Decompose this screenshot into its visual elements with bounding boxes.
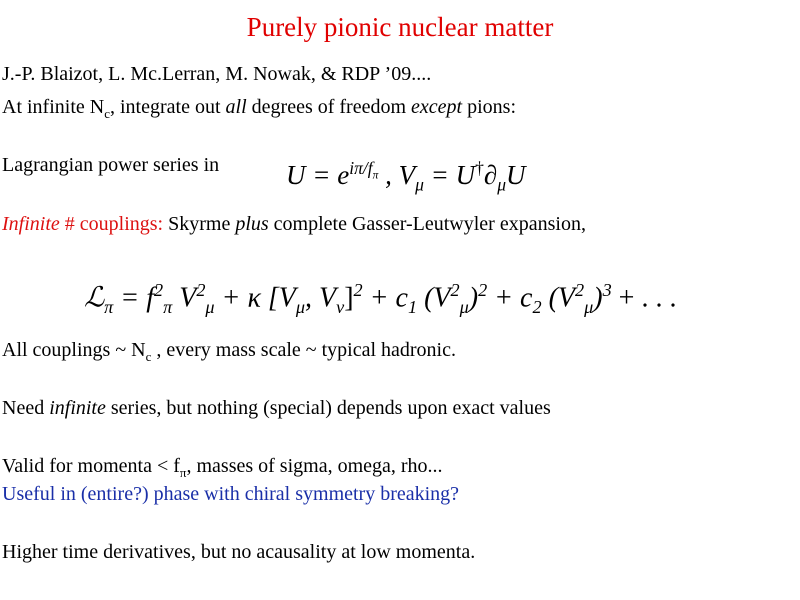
eq2-fsub: π [163,296,173,317]
useful-line: Useful in (entire?) phase with chiral symmetry breaking? [2,483,460,505]
eq2-p1sub: μ [459,296,469,317]
eq1-mu: μ [415,174,424,195]
infinite-word: Infinite [2,213,60,235]
couplings-sub: c [145,349,152,364]
eq1-partial: ∂ [483,160,498,190]
eq2-close: ] [344,282,354,314]
eq2-c1sub: 1 [407,296,418,317]
skyrme-word: Skyrme [163,213,236,235]
eq1-dagger: † [475,158,484,178]
line2-post: pions: [462,96,517,118]
eq1-exp-text: iπ/f [349,158,373,178]
couplings-word: # couplings: [59,213,164,235]
eq2-ksub1: μ [295,296,306,317]
line2-pre: At infinite N [2,96,105,118]
need-infinite: infinite [49,397,106,419]
authors-line: J.-P. Blaizot, L. Mc.Lerran, M. Nowak, & RDP ’09.... [2,63,432,85]
higher-line: Higher time derivatives, but no acausality at low momenta. [2,541,476,563]
need-post: series, but nothing (special) depends upon exact values [105,397,551,419]
eq1-exp [349,158,379,182]
eq1-u: U = e [286,160,350,190]
infinite-couplings-line [2,212,586,236]
need-pre: Need [2,397,50,419]
eq2-kappa: + κ [V [214,282,296,314]
eq2-v1: V [172,282,197,314]
eq2-p1sup: 2 [450,280,460,300]
eq2-fsup: 2 [153,280,164,300]
eq2-p1close: ) [468,282,479,314]
eq2-c2sub: 2 [532,296,542,317]
eq2-p1: (V [417,282,451,314]
eq2-comma: , V [305,282,337,314]
equation-u-v [286,150,526,202]
eq1-rhs: = U [423,160,476,190]
line2-all: all [225,96,247,118]
valid-post: , masses of sigma, omega, rho... [186,455,443,477]
line2-except: except [411,96,463,118]
eq2-ksub2: ν [336,296,345,317]
eq2-p2: (V [541,282,576,314]
equation-lagrangian [84,270,676,327]
couplings-post: , every mass scale ~ typical hadronic. [151,339,456,361]
eq2-p2sub: μ [584,296,594,317]
eq1-mu2: μ [497,174,507,195]
eq2-v1sup: 2 [196,280,206,300]
eq1-exp-sub: π [372,169,379,182]
eq1-sep: , V [378,160,416,190]
line2-mid2: degrees of freedom [246,96,412,118]
couplings-pre: All couplings ~ N [2,339,146,361]
eq2-p2sup: 2 [575,280,585,300]
eq2-dots: + . . . [611,282,677,314]
valid-line [2,454,443,485]
eq2-c2: + c [487,282,533,314]
lagrangian-label: Lagrangian power series in [2,154,220,176]
line2-mid: , integrate out [110,96,226,118]
eq2-p1pow: 2 [478,280,488,300]
page-title: Purely pionic nuclear matter [246,12,554,42]
eq2-lsub: π [104,296,114,317]
gl-rest: complete Gasser-Leutwyler expansion, [268,213,586,235]
valid-sub: π [179,465,187,480]
eq2-eq: = f [113,282,154,314]
all-couplings-line [2,338,456,369]
valid-pre: Valid for momenta < f [2,455,180,477]
eq2-l: ℒ [84,282,105,314]
plus-word: plus [235,213,269,235]
eq2-ksup: 2 [353,280,363,300]
eq2-c1: + c [362,282,408,314]
eq1-u2: U [506,160,526,190]
infinite-nc-line [2,95,516,126]
eq2-p2close: ) [593,282,603,314]
line2-sub: c [104,106,110,121]
eq2-v1sub: μ [205,296,215,317]
eq2-p2pow: 3 [602,280,612,300]
need-infinite-line [2,396,551,420]
